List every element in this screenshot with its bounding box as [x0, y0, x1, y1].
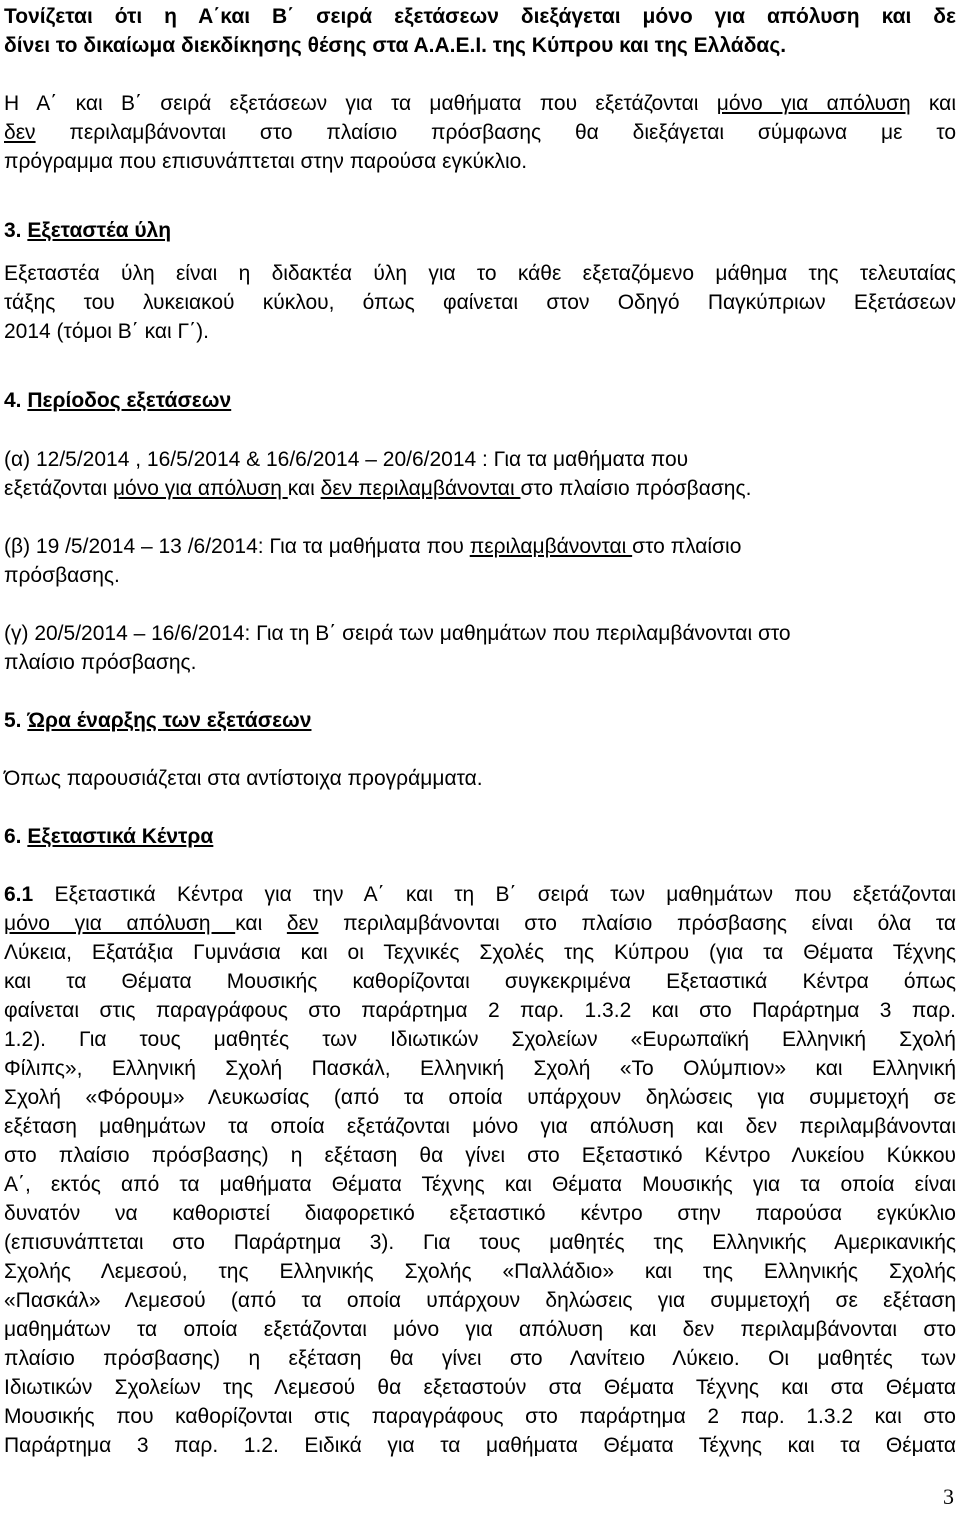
underlined-phrase: μόνο για απόλυση — [112, 477, 288, 500]
section-6-1-line-7: Φίλιπς», Ελληνική Σχολή Πασκάλ, Ελληνική Σχολή «Το Ολύμπιον» και Ελληνική — [4, 1057, 956, 1080]
section-3-heading — [4, 216, 956, 245]
item-text: και — [287, 477, 321, 500]
section-4-item-c-line-2: πλαίσιο πρόσβασης. — [4, 651, 197, 674]
section-title: Περίοδος εξετάσεων — [27, 389, 232, 412]
section-6-1-line-13: (επισυνάπτεται στο Παράρτημα 3). Για τους μαθητές της Ελληνικής Αμερικανικής — [4, 1231, 956, 1254]
section-6-1-line-20: Παράρτημα 3 παρ. 1.2. Ειδικά για τα μαθήματα Θέματα Τέχνης και τα Θέματα — [4, 1434, 956, 1457]
section-number: 3. — [4, 219, 22, 242]
section-6-1-line-12: δυνατόν να καθοριστεί διαφορετικό εξεταστικό κέντρο στην παρούσα εγκύκλιο — [4, 1202, 956, 1225]
intro-text: και — [910, 92, 956, 115]
section-6-1-line-16: μαθημάτων τα οποία εξετάζονται μόνο για απόλυση και δεν περιλαμβάνονται στο — [4, 1318, 956, 1341]
section-6-1-line-14: Σχολής Λεμεσού, της Ελληνικής Σχολής «Παλλάδιο» και της Ελληνικής Σχολής — [4, 1260, 956, 1283]
section-6-1-line-10: στο πλαίσιο πρόσβασης) η εξέταση θα γίνει στο Εξεταστικό Κέντρο Λυκείου Κύκκου — [4, 1144, 956, 1167]
section-4-item-b-line-1 — [4, 532, 956, 561]
underlined-phrase: μόνο για απόλυση — [716, 92, 911, 115]
section-6-1-line-3: Λύκεια, Εξατάξια Γυμνάσια και οι Τεχνικές Σχολές της Κύπρου (για τα Θέματα Τέχνης — [4, 941, 956, 964]
section-6-1-line-15: «Πασκάλ» Λεμεσού (από τα οποία υπάρχουν δηλώσεις για συμμετοχή σε εξέταση — [4, 1289, 956, 1312]
section-title: Ώρα έναρξης των εξετάσεων — [27, 709, 312, 732]
intro-text: περιλαμβάνονται στο πλαίσιο πρόσβασης θα διεξάγεται σύμφωνα με το — [35, 121, 956, 144]
underlined-phrase: δεν — [286, 912, 319, 935]
section-6-1-line-17: πλαίσιο πρόσβασης) η εξέταση θα γίνει στο Λανίτειο Λύκειο. Οι μαθητές των — [4, 1347, 956, 1370]
section-3-line-3: 2014 (τόμοι Β΄ και Γ΄). — [4, 320, 209, 343]
intro-note-line-2: δίνει το δικαίωμα διεκδίκησης θέσης στα Α.Α.Ε.Ι. της Κύπρου και της Ελλάδας. — [4, 34, 787, 57]
section-6-1-line-8: Σχολή «Φόρουμ» Λευκωσίας (από τα οποία υπάρχουν δηλώσεις για συμμετοχή σε — [4, 1086, 956, 1109]
underlined-phrase: δεν περιλαμβάνονται — [320, 477, 521, 500]
subsection-number: 6.1 — [4, 883, 34, 906]
section-6-1-line-2 — [4, 909, 956, 938]
underlined-phrase: περιλαμβάνονται — [469, 535, 633, 558]
item-text: στο πλαίσιο πρόσβασης. — [520, 477, 752, 500]
section-5-heading — [4, 706, 956, 735]
section-title: Εξεταστέα ύλη — [27, 219, 172, 242]
intro-note-line-1: Τονίζεται ότι η Α΄και Β΄ σειρά εξετάσεων διεξάγεται μόνο για απόλυση και δε — [4, 5, 956, 28]
section-4-item-b-line-2: πρόσβασης. — [4, 564, 120, 587]
section-number: 5. — [4, 709, 22, 732]
section-6-heading — [4, 822, 956, 851]
item-text: (β) 19 /5/2014 – 13 /6/2014: Για τα μαθήματα που — [4, 535, 470, 558]
section-4-heading — [4, 386, 956, 415]
intro-paragraph-line-1 — [4, 89, 956, 118]
section-number: 6. — [4, 825, 22, 848]
section-5-line-1: Όπως παρουσιάζεται στα αντίστοιχα προγράμματα. — [4, 767, 483, 790]
section-6-1-line-19: Μουσικής που καθορίζονται στις παραγράφους στο παράρτημα 2 παρ. 1.3.2 και στο — [4, 1405, 956, 1428]
section-6-1-line-5: φαίνεται στις παραγράφους στο παράρτημα 2 παρ. 1.3.2 και στο Παράρτημα 3 παρ. — [4, 999, 956, 1022]
underlined-phrase: μόνο για απόλυση — [4, 912, 236, 935]
item-text: εξετάζονται — [4, 477, 113, 500]
underlined-phrase: δεν — [4, 121, 36, 144]
paragraph-text: περιλαμβάνονται στο πλαίσιο πρόσβασης είναι όλα τα — [318, 912, 956, 935]
section-3-line-2: τάξης του λυκειακού κύκλου, όπως φαίνεται στον Οδηγό Παγκύπριων Εξετάσεων — [4, 291, 956, 314]
intro-paragraph-line-3: πρόγραμμα που επισυνάπτεται στην παρούσα εγκύκλιο. — [4, 150, 528, 173]
section-6-1-line-4: και τα Θέματα Μουσικής καθορίζονται συγκεκριμένα Εξεταστικά Κέντρα όπως — [4, 970, 956, 993]
item-text: στο πλαίσιο — [632, 535, 742, 558]
paragraph-text: και — [235, 912, 287, 935]
intro-paragraph-line-2 — [4, 118, 956, 147]
section-6-1-line-18: Ιδιωτικών Σχολείων της Λεμεσού θα εξεταστούν στα Θέματα Τέχνης και στα Θέματα — [4, 1376, 956, 1399]
section-6-1-line-6: 1.2). Για τους μαθητές των Ιδιωτικών Σχολείων «Ευρωπαϊκή Ελληνική Σχολή — [4, 1028, 956, 1051]
section-title: Εξεταστικά Κέντρα — [27, 825, 214, 848]
section-6-1-line-11: Α΄, εκτός από τα μαθήματα Θέματα Τέχνης και Θέματα Μουσικής για τα οποία είναι — [4, 1173, 956, 1196]
intro-text: Η Α΄ και Β΄ σειρά εξετάσεων για τα μαθήματα που εξετάζονται — [4, 92, 717, 115]
section-4-item-a-line-2 — [4, 474, 956, 503]
section-4-item-c-line-1: (γ) 20/5/2014 – 16/6/2014: Για τη Β΄ σειρά των μαθημάτων που περιλαμβάνονται στο — [4, 622, 791, 645]
section-3-line-1: Εξεταστέα ύλη είναι η διδακτέα ύλη για το κάθε εξεταζόμενο μάθημα της τελευταίας — [4, 262, 956, 285]
section-number: 4. — [4, 389, 22, 412]
section-6-1-line-9: εξέταση μαθημάτων τα οποία εξετάζονται μόνο για απόλυση και δεν περιλαμβάνονται — [4, 1115, 956, 1138]
page-number: 3 — [943, 1484, 954, 1509]
section-6-1-line-1 — [4, 880, 956, 909]
section-4-item-a-line-1: (α) 12/5/2014 , 16/5/2014 & 16/6/2014 – 20/6/2014 : Για τα μαθήματα που — [4, 448, 689, 471]
paragraph-text: Εξεταστικά Κέντρα για την Α΄ και τη Β΄ σειρά των μαθημάτων που εξετάζονται — [33, 883, 956, 906]
